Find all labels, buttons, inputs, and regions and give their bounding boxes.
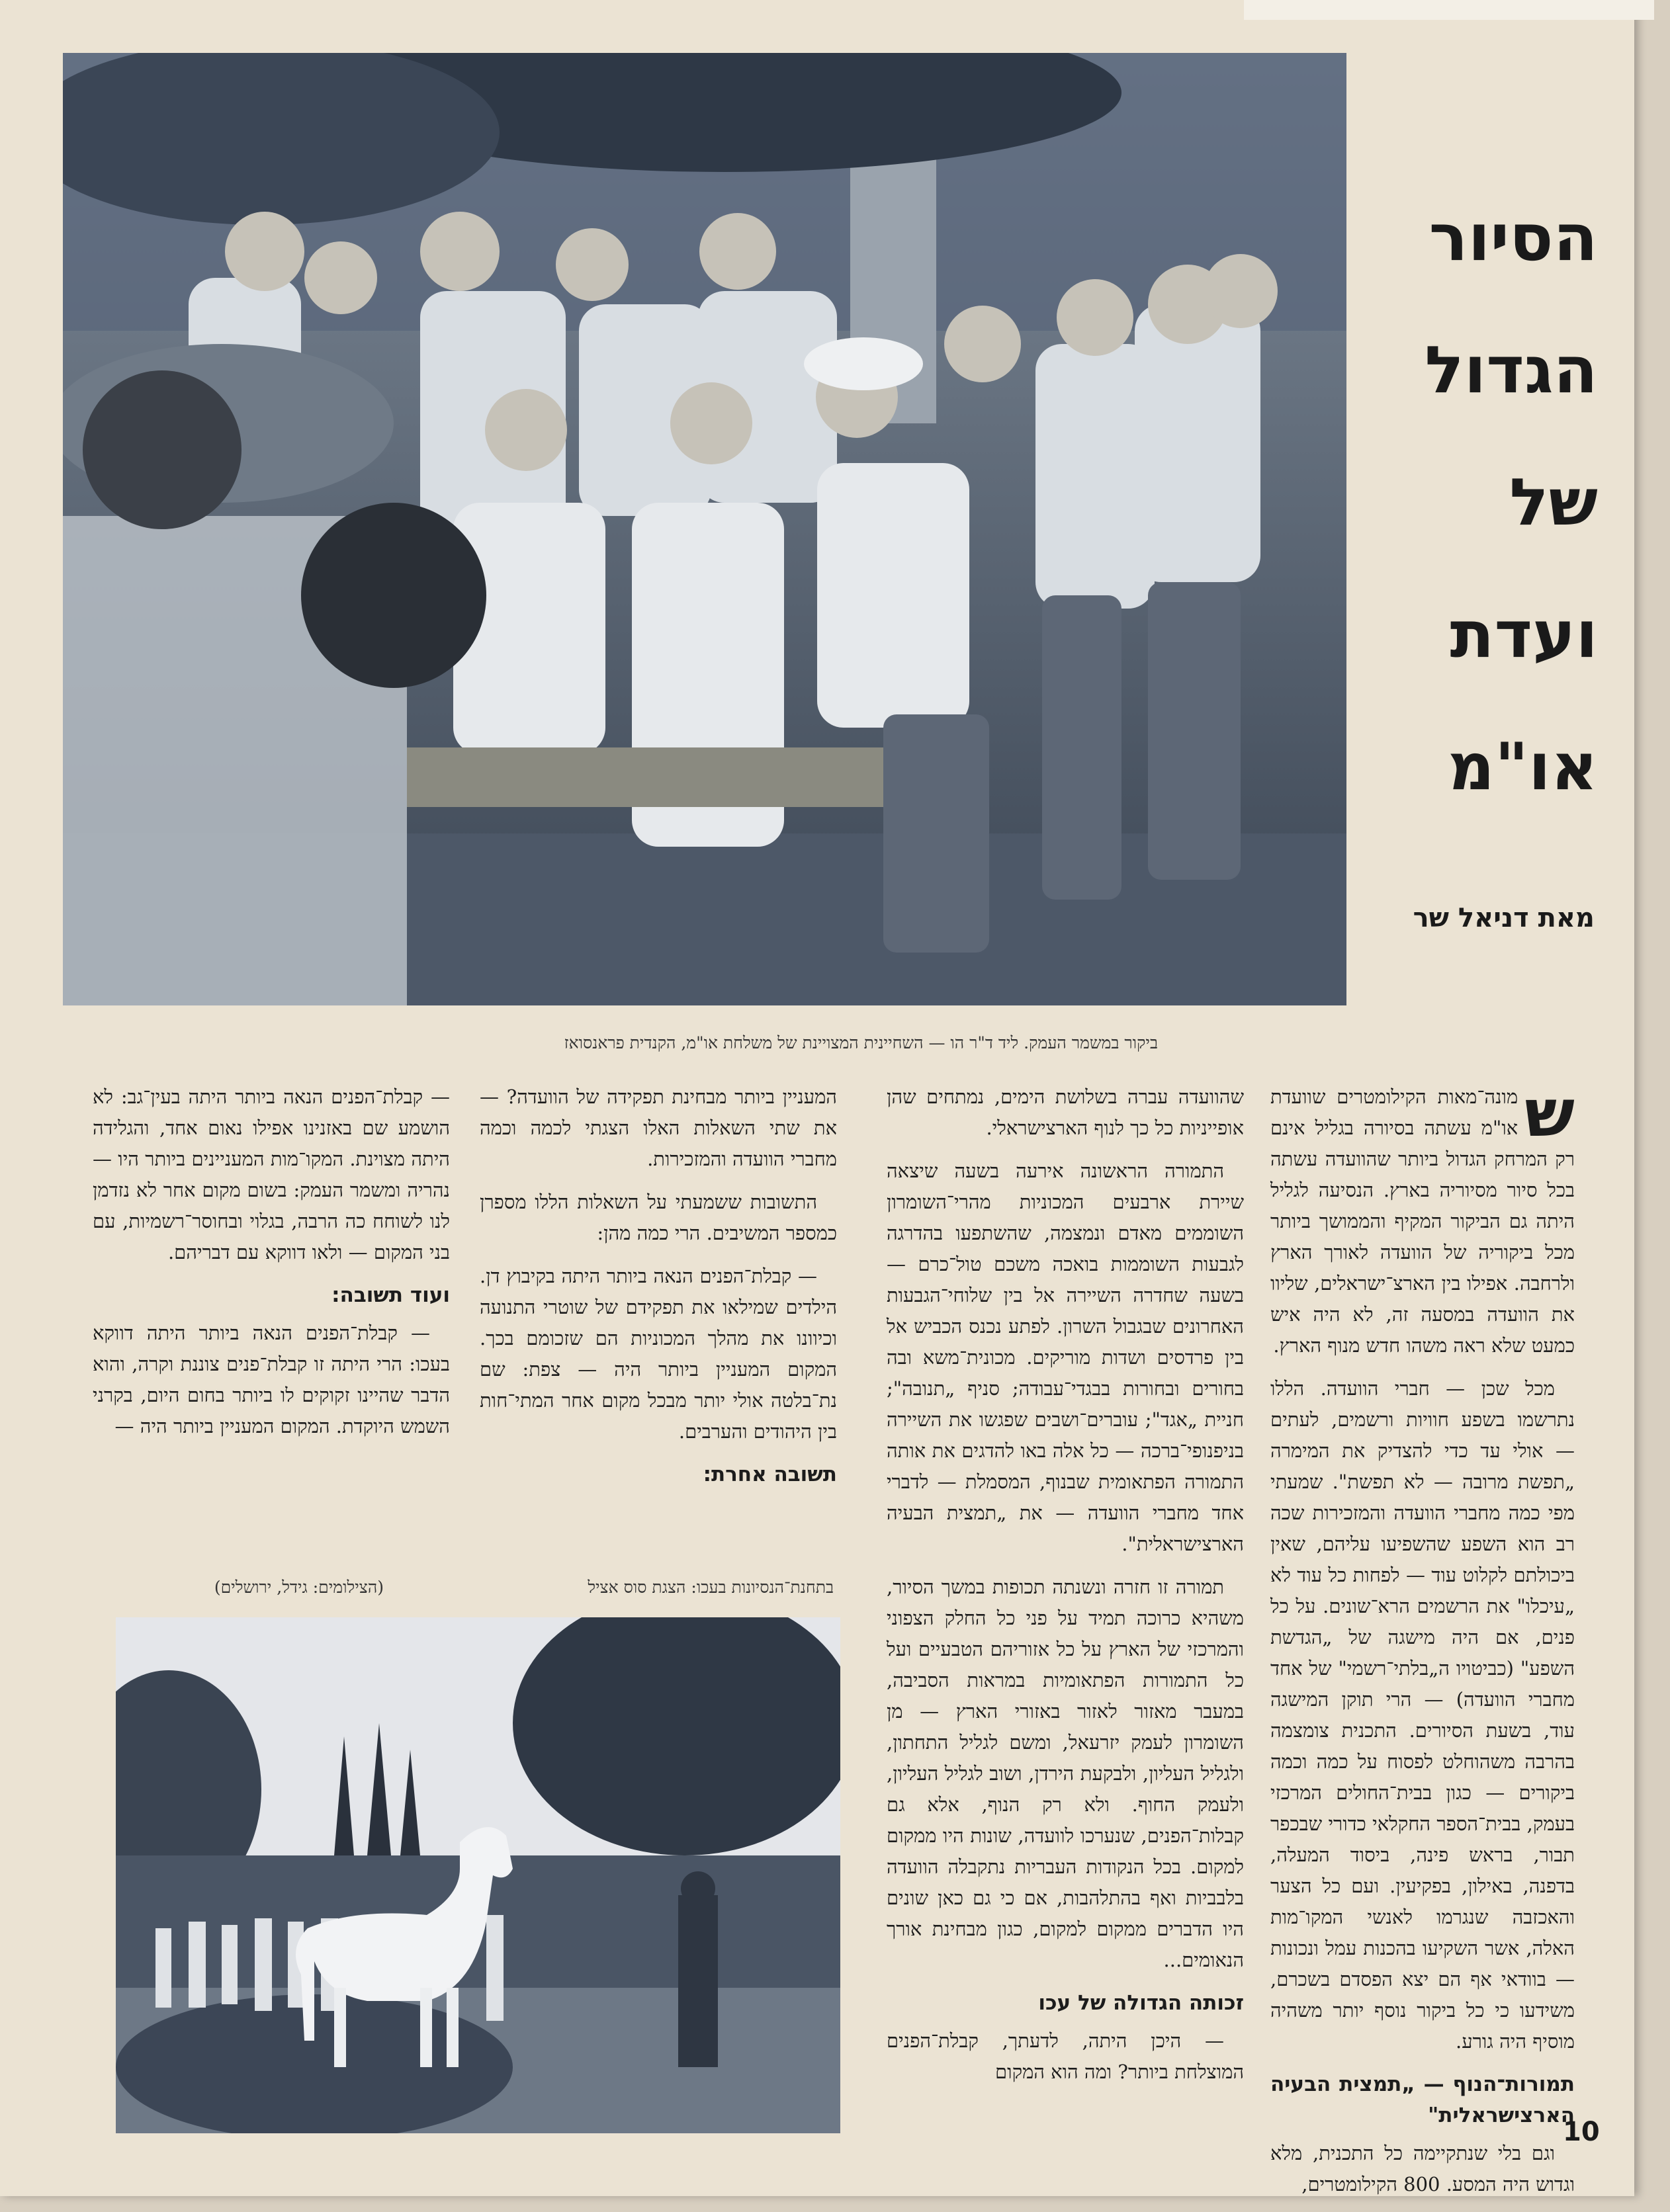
column-2: [887, 1082, 1244, 2100]
column-1: [1270, 1074, 1575, 2212]
column-2-paragraph-2: התמורה הראשונה אירעה בשעה שיצאה שיירת ארבעים המכוניות מהרי־השומרון השוממים מאדם ונמצמה, שהשתפעו בהדרגה לגבעות השוממות בואכה משכם טול־כרם — בשעה שחדרה השיירה אל בין שלוחי־הגבעות האחרונים שבגבול השרון. לפתע נכנס הכביש אל בין פרדסים ושדות מוריקים. מכונית־משא ובה בחורים ובחורות בבגדי־עבודה; סניף „תנובה"; חניית „אגד"; עוברים־ושבים שפגשו את השיירה בניפנופי־ברכה — כל אלה באו להדגים את אותה התמורה הפתאומית שבנוף, המסמלת — לדברי אחד מחברי הוועדה — את „תמצית הבעיה הארצישראלית".: [887, 1160, 1244, 1555]
column-3-paragraph-3: — קבלת־הפנים הנאה ביותר היתה בקיבוץ דן. הילדים שמילאו את תפקידם של שוטרי התנועה וכיוונו את מהלך המכוניות הם שזכומם בכך. המקום המעניין ביותר היה — צפת: שם נת־בלטה אולי יותר מבכל מקום אחר המתי־חות בין היהודים והערבים.: [480, 1265, 837, 1443]
column-2-subheading: זכותה הגדולה של עכו: [1038, 1991, 1244, 2015]
horse-exhibition-image: [116, 1617, 840, 2133]
column-3: [480, 1082, 837, 1497]
top-photo-caption: ביקור במשמר העמק. ליד ד"ר הו — השחיינית המצויינת של משלחת או"מ, הקנדית פראנסואז: [564, 1033, 1158, 1052]
page-number: 10: [1563, 2117, 1600, 2147]
headline-line-1: הסיור: [1428, 200, 1598, 276]
column-2-closing: — היכן היתה, לדעתך, קבלת־הפנים המוצלחת ביותר? ומה הוא המקום: [887, 2029, 1244, 2083]
column-4: [93, 1082, 450, 1454]
bottom-photo-caption: בתחנת־הנסיונות בעכו: הצגת סוס אציל: [588, 1578, 834, 1597]
drop-cap: ש: [1524, 1074, 1575, 1152]
column-4-closing: — קבלת־הפנים הנאה ביותר היתה דווקא בעכו: הרי היתה זו קבלת־פנים צוננת וקרה, והוא הדבר שהיינו זקוקים לו ביותר בחום היום, בקרני השמש היוקדת. המקום המעניין ביותר היה —: [93, 1322, 450, 1437]
top-photo: [63, 53, 1346, 1005]
column-1-paragraph-1: [1270, 1074, 1575, 1361]
byline: מאת דניאל שר: [1413, 903, 1595, 933]
headline-line-3: של: [1509, 465, 1598, 540]
column-3-paragraph-2: התשובות ששמעתי על השאלות הללו מספרן כמספר המשיבים. הרי כמה מהן:: [480, 1191, 837, 1244]
column-1-paragraph-2: מכל שכן — חברי הוועדה. הללו נתרשמו בשפע חוויות ורשמים, לעתים — אולי עד כדי להצדיק את המימרה „תפשת מרובה — לא תפשת". שמעתי מפי כמה מחברי הוועדה והמזכירות שכה רב הוא השפע שהשפיעו עליהם, שאין ביכולתם לקלוט עוד — לפחות כל עוד לא „עיכלו" את הרשמים הרא־שונים. על כל פנים, אם היה מישגה של „הגדשת השפע" (כביטויו ה„בלתי־רשמי" של אחד מחברי הוועדה) — הרי תוקן המישגה עוד, בשעת הסיורים. התכנית צומצמה בהרבה משהוחלט לפסוח על כמה וכמה ביקורים — כגון בבית־החולים המרכזי בעמק, בבית־הספר החקלאי כדורי שבכפר תבור, בראש פינה, ביסוד המעלה, בדפנה, באילון, בפקיעין. ועם כל הצער והאכזבה שנגרמו לאנשי המקו־מות האלה, אשר השקיעו בהכנות עמל ונכונות — בוודאי אף הם יצא הפסדם בשכרם, משידעו כי כל ביקור נוסף יותר משהיה מוסיף היה גורע.: [1270, 1377, 1575, 2053]
article-headline: [1380, 172, 1598, 833]
headline-line-5: או"מ: [1448, 730, 1598, 805]
group-portrait-image: [63, 53, 1346, 1005]
column-1-closing: וגם בלי שנתקיימה כל התכנית, מלא וגדוש היה המסע. 800 הקילומטרים,: [1270, 2142, 1575, 2195]
headline-line-2: הגדול: [1425, 333, 1598, 408]
bottom-photo: [116, 1617, 840, 2133]
column-4-subheading: ועוד תשובה:: [331, 1283, 450, 1307]
column-2-paragraph-1: שהוועדה עברה בשלושת הימים, נמתחים שהן אופייניות כל כך לנוף הארצישראלי.: [887, 1085, 1244, 1139]
column-3-closing: תשובה אחרת:: [703, 1463, 837, 1486]
headline-line-4: ועדת: [1450, 597, 1598, 673]
column-4-paragraph-1: — קבלת־הפנים הנאה ביותר היתה בעין־גב: לא הושמע שם באזנינו אפילו נאום אחד, והגלידה היתה מצוינת. המקו־מות המעניינים ביותר היו — נהריה ומשמר העמק: בשום מקום אחר לא נזדמן לנו לשוחח כה הרבה, בגלוי ובחוסר־רשמיות, עם בני המקום — ולאו דווקא עם דבריהם.: [93, 1085, 450, 1263]
photo-credit: (הצילומים: גידל, ירושלים): [214, 1578, 384, 1597]
column-1-text-1: מונה־מאות הקילומטרים שוועדת או"מ עשתה בסיורה בגליל אינם רק המרחק הגדול ביותר שהוועדה עשתה בכל סיור מסיוריה בארץ. הנסיעה לגליל היתה גם הביקור המקיף והממושך ביותר מכל ביקוריה של הוועדה לאורך הארץ ולרחבה. אפילו בין הארצ־ישראלים, שליוו את הוועדה במסעה זה, לא היה איש כמעט שלא ראה משהו חדש מנוף הארץ.: [1270, 1085, 1575, 1357]
column-2-paragraph-3: תמורה זו חזרה ונשנתה תכופות במשך הסיור, משהיא כרוכה תמיד על פני כל החלק הצפוני והמרכזי של הארץ על כל אזוריהם הטבעיים ועל כל התמורות הפתאומיות במראות הסביבה, במעבר מאזור לאזור באזורי הארץ — מן השומרון לעמק יזרעאל, ומשם לגליל התחתון, ולגליל העליון, ולבקעת הירדן, ושוב לגליל העליון, ולעמק החוף. ולא רק הנוף, אלא גם קבלות־הפנים, שנערכו לוועדה, שונות היו ממקום למקום. בכל הנקודות העבריות נתקבלה הוועדה בלבביות ואף בהתלהבות, אם כי גם כאן שונים היו הדברים ממקום למקום, כגון מבחינת אורך הנאומים...: [887, 1576, 1244, 1971]
column-3-paragraph-1: המעניין ביותר מבחינת תפקידה של הוועדה? — את שתי השאלות האלו הצגתי לכמה וכמה מחברי הוועדה והמזכירות.: [480, 1085, 837, 1170]
column-1-subheading: תמורות־הנוף — „תמצית הבעיה הארצישראלית": [1270, 2072, 1575, 2127]
torn-page-edge: [1244, 0, 1654, 20]
